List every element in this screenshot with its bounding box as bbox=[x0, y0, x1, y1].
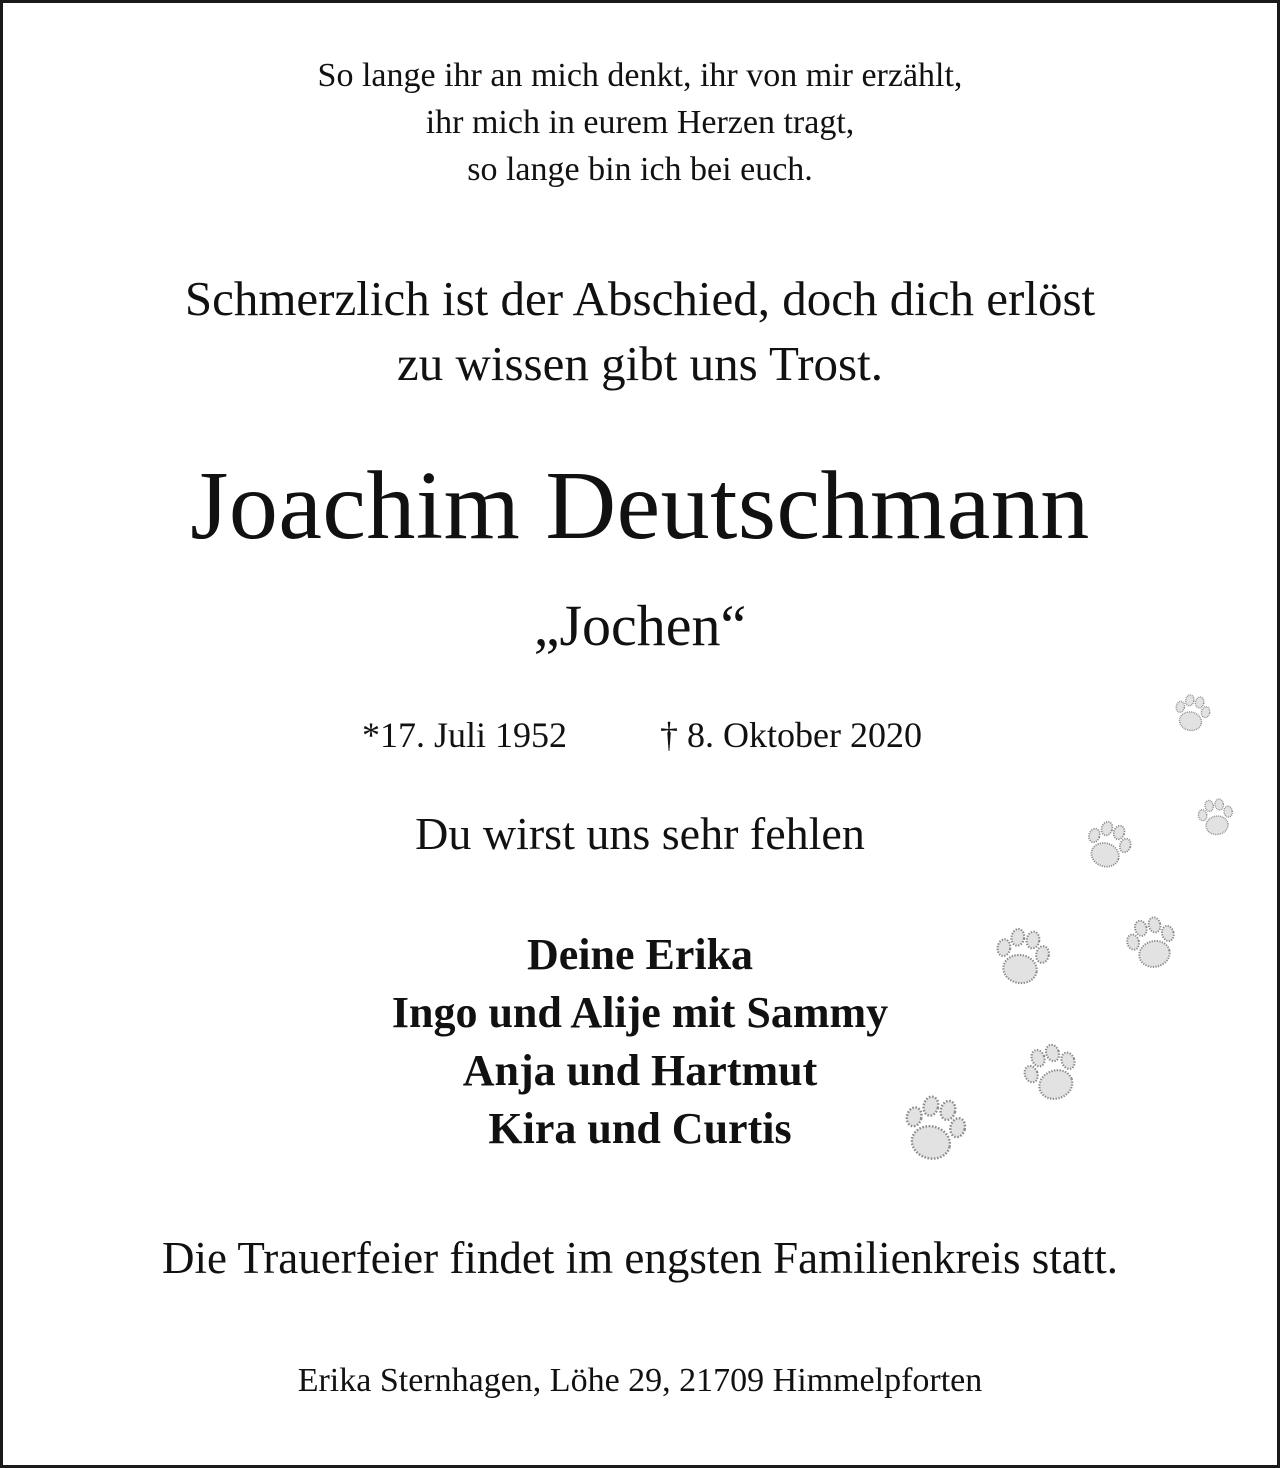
mourner-name: Ingo und Alije mit Sammy bbox=[391, 988, 889, 1037]
contact-address: Erika Sternhagen, Löhe 29, 21709 Himmelpforten bbox=[297, 1362, 983, 1399]
paw-print-icon bbox=[981, 917, 1062, 998]
mourners-list bbox=[0, 926, 1280, 1158]
mourner-name: Anja und Hartmut bbox=[462, 1046, 818, 1095]
consolation-line: zu wissen gibt uns Trost. bbox=[396, 336, 883, 391]
mourner-name: Kira und Curtis bbox=[488, 1104, 792, 1153]
consolation-line: Schmerzlich ist der Abschied, doch dich erlöst bbox=[184, 271, 1096, 326]
death-date: † 8. Oktober 2020 bbox=[660, 715, 922, 755]
poem-line: ihr mich in eurem Herzen tragt, bbox=[425, 104, 855, 141]
deceased-nickname: „Jochen“ bbox=[533, 593, 747, 658]
poem-quote bbox=[0, 52, 1280, 193]
mourner-name: Deine Erika bbox=[526, 930, 754, 979]
ceremony-note: Die Trauerfeier findet im engsten Familienkreis statt. bbox=[161, 1233, 1119, 1283]
birth-date: *17. Juli 1952 bbox=[362, 715, 568, 755]
poem-line: so lange bin ich bei euch. bbox=[467, 151, 813, 188]
poem-line: So lange ihr an mich denkt, ihr von mir erzählt, bbox=[317, 57, 963, 94]
paw-print-icon bbox=[1190, 792, 1242, 844]
farewell-line: Du wirst uns sehr fehlen bbox=[415, 808, 865, 859]
consolation-text bbox=[0, 266, 1280, 396]
deceased-name: Joachim Deutschmann bbox=[190, 452, 1090, 560]
paw-print-icon bbox=[1165, 687, 1220, 742]
